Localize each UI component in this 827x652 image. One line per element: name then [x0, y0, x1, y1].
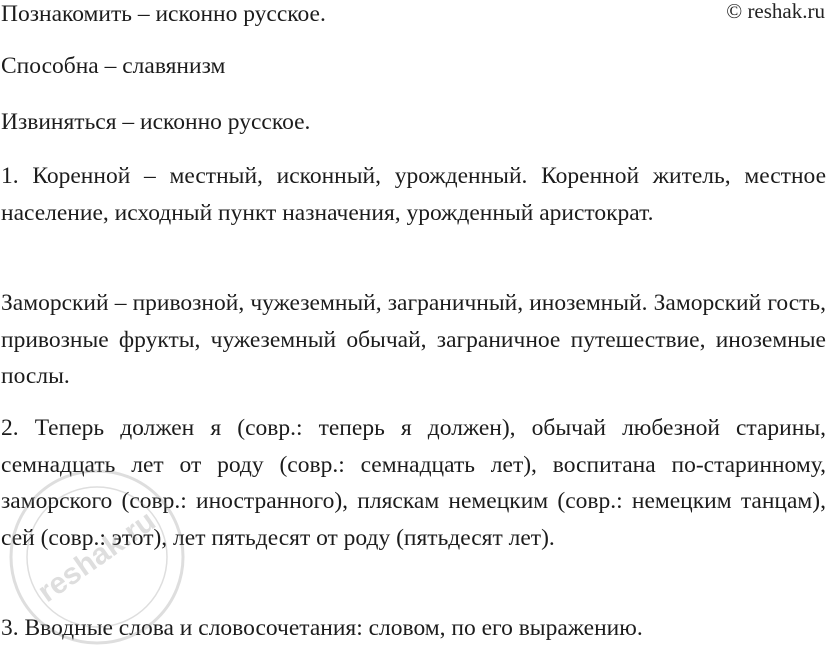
text-line-3: Извиняться – исконно русское. — [1, 109, 311, 135]
copyright-text: © reshak.ru — [726, 0, 825, 23]
text-line-2: Способна – славянизм — [1, 53, 226, 79]
paragraph-3: 2. Теперь должен я (совр.: теперь я должен), обычай любезной старины, семнадцать лет от роду (совр.: семнадцать лет), воспитана по-старинному, заморского (совр.: иностранного), пляскам немецким (совр.: немецким танцам), сей (совр.: этот), лет пятьдесят от роду (пятьдесят лет). — [1, 415, 826, 551]
text-line-1: Познакомить – исконно русское. — [1, 1, 326, 27]
paragraph-4: 3. Вводные слова и словосочетания: словом, по его выражению. — [1, 615, 643, 641]
paragraph-1: 1. Коренной – местный, исконный, урожденный. Коренной житель, местное население, исходный пункт назначения, урожденный аристократ. — [1, 163, 826, 226]
svg-text:reshak.ru: reshak.ru — [31, 504, 162, 609]
paragraph-2: Заморский – привозной, чужеземный, заграничный, иноземный. Заморский гость, привозные фрукты, чужеземный обычай, заграничное путешествие, иноземные послы. — [1, 290, 826, 389]
